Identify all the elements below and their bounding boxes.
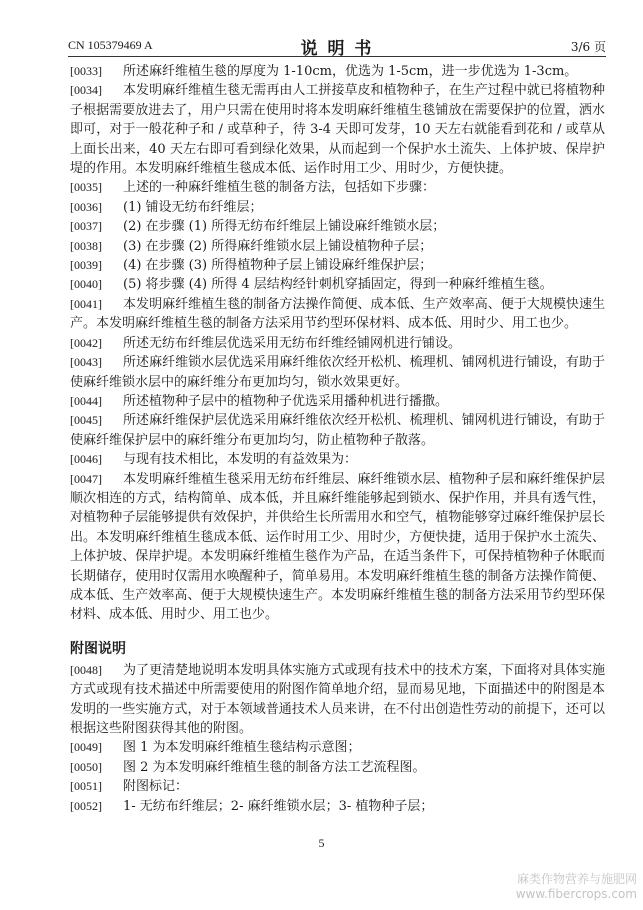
paragraph-number: [0038] — [70, 238, 102, 253]
paragraph-0037 — [70, 217, 605, 236]
paragraph-0034 — [70, 81, 605, 178]
paragraph-number: [0034] — [70, 83, 102, 98]
paragraph-text: 附图标记： — [123, 779, 189, 795]
paragraph-text: 上述的一种麻纤维植生毯的制备方法，包括如下步骤： — [123, 180, 436, 196]
paragraph-0047 — [70, 470, 605, 625]
paragraph-text: 本发明麻纤维植生毯无需再由人工拼接草皮和植物种子，在生产过程中就已将植物种子根据需要放进去了，用户只需在使用时将本发明麻纤维植生毯铺放在需要保护的位置，洒水即可，对于一般花种子和 / 或草种子，待 3-4 天即可发芽，10 天左右就能看到花和 / 或草从上面长出来，40 天左右即可看到绿化效果，从而起到一个保护水土流失、上体护坡、保岸护堤的作用。本发明麻纤维植生毯成本低、运作时用工少、用时少，方便快捷。 — [70, 83, 605, 177]
paragraph-number: [0036] — [70, 199, 102, 214]
paragraph-text: (3) 在步骤 (2) 所得麻纤维锁水层上铺设植物种子层； — [123, 238, 433, 254]
paragraph-text: 所述麻纤维植生毯的厚度为 1-10cm，优选为 1-5cm，进一步优选为 1-3cm。 — [123, 64, 578, 79]
paragraph-0045 — [70, 411, 605, 450]
page-header — [68, 34, 606, 57]
paragraph-0049 — [70, 738, 605, 757]
paragraph-number: [0039] — [70, 258, 102, 273]
paragraph-0033 — [70, 62, 605, 81]
page-number: 5 — [318, 836, 325, 850]
document-title: 说 明 书 — [300, 39, 374, 59]
paragraph-number: [0044] — [70, 393, 102, 408]
paragraph-0040 — [70, 275, 605, 294]
paragraph-0038 — [70, 237, 605, 256]
paragraph-text: (1) 铺设无纺布纤维层； — [123, 199, 263, 215]
paragraph-text: 图 1 为本发明麻纤维植生毯结构示意图； — [123, 740, 361, 756]
paragraph-0051 — [70, 777, 605, 796]
paragraph-text: (2) 在步骤 (1) 所得无纺布纤维层上铺设麻纤维锁水层； — [123, 219, 446, 235]
watermark-site-name: 麻类作物营养与施肥网 — [516, 872, 637, 886]
paragraph-number: [0045] — [70, 413, 102, 428]
paragraph-text: 本发明麻纤维植生毯的制备方法操作简便、成本低、生产效率高、便于大规模快速生产。本发明麻纤维植生毯的制备方法采用节约型环保材料、成本低、用时少、用工也少。 — [70, 296, 605, 332]
paragraph-0042 — [70, 334, 605, 353]
page-info: 3/6 页 — [570, 40, 606, 54]
paragraph-0044 — [70, 392, 605, 411]
paragraph-number: [0041] — [70, 296, 102, 311]
paragraph-0050 — [70, 758, 605, 777]
paragraph-text: 图 2 为本发明麻纤维植生毯的制备方法工艺流程图。 — [123, 759, 426, 775]
paragraph-number: [0040] — [70, 277, 102, 292]
watermark — [516, 871, 637, 902]
paragraph-text: 1- 无纺布纤维层；2- 麻纤维锁水层；3- 植物种子层； — [123, 798, 434, 814]
paragraph-0046 — [70, 450, 605, 469]
paragraph-number: [0037] — [70, 219, 102, 234]
paragraph-text: 所述无纺布纤维层优选采用无纺布纤维经铺网机进行铺设。 — [123, 335, 462, 351]
paragraph-text: 所述麻纤维锁水层优选采用麻纤维依次经开松机、梳理机、铺网机进行铺设，有助于使麻纤维锁水层中的麻纤维分布更加均匀，锁水效果更好。 — [70, 355, 605, 390]
paragraph-text: (4) 在步骤 (3) 所得植物种子层上铺设麻纤维保护层； — [123, 258, 433, 274]
paragraph-0048 — [70, 661, 605, 739]
paragraph-text: 本发明麻纤维植生毯采用无纺布纤维层、麻纤维锁水层、植物种子层和麻纤维保护层顺次相连的方式，结构简单、成本低，并且麻纤维能够起到锁水、保护作用，并具有透气性，对植物种子层能够提供有效保护，并供给生长所需用水和空气，植物能够穿过麻纤维保护层长出。本发明麻纤维植生毯成本低、运作时用工少、用时少，方便快捷，适用于保护水土流失、上体护坡、保岸护堤。本发明麻纤维植生毯作为产品，在适当条件下，可保持植物种子休眠而长期储存，使用时仅需用水唤醒种子，简单易用。本发明麻纤维植生毯的制备方法操作简便、成本低、生产效率高、便于大规模快速生产。本发明麻纤维植生毯的制备方法采用节约型环保材料、成本低、用时少、用工也少。 — [70, 471, 605, 623]
paragraph-0043 — [70, 353, 605, 392]
paragraph-number: [0035] — [70, 180, 102, 195]
paragraph-0039 — [70, 256, 605, 275]
paragraph-number: [0046] — [70, 452, 102, 467]
patent-number: CN 105379469 A — [68, 38, 153, 52]
paragraph-number: [0043] — [70, 355, 102, 370]
paragraph-number: [0047] — [70, 471, 102, 486]
paragraph-number: [0052] — [70, 798, 102, 813]
paragraph-text: 所述麻纤维保护层优选采用麻纤维依次经开松机、梳理机、铺网机进行铺设，有助于使麻纤维保护层中的麻纤维分布更加均匀，防止植物种子散落。 — [70, 413, 605, 448]
paragraph-number: [0051] — [70, 779, 102, 794]
paragraph-0035 — [70, 178, 605, 197]
paragraph-number: [0050] — [70, 759, 102, 774]
document-body — [70, 62, 605, 816]
paragraph-0041 — [70, 295, 605, 334]
paragraph-text: 所述植物种子层中的植物种子优选采用播种机进行播撒。 — [123, 393, 449, 409]
paragraph-number: [0048] — [70, 662, 102, 677]
paragraph-text: 与现有技术相比，本发明的有益效果为： — [123, 452, 358, 468]
paragraph-0052 — [70, 797, 605, 816]
paragraph-number: [0033] — [70, 64, 102, 78]
paragraph-number: [0042] — [70, 335, 102, 350]
paragraph-text: (5) 将步骤 (4) 所得 4 层结构经针刺机穿插固定，得到一种麻纤维植生毯。 — [123, 277, 553, 293]
section-heading: 附图说明 — [70, 640, 126, 657]
paragraph-0036 — [70, 198, 605, 217]
watermark-url: www.fibercrops.com — [515, 887, 637, 901]
paragraph-text: 为了更清楚地说明本发明具体实施方式或现有技术中的技术方案，下面将对具体实施方式或现有技术描述中所需要使用的附图作简单地介绍，显而易见地，下面描述中的附图是本发明的一些实施方式，对于本领域普通技术人员来讲，在不付出创造性劳动的前提下，还可以根据这些附图获得其他的附图。 — [70, 662, 605, 736]
paragraph-number: [0049] — [70, 740, 102, 755]
